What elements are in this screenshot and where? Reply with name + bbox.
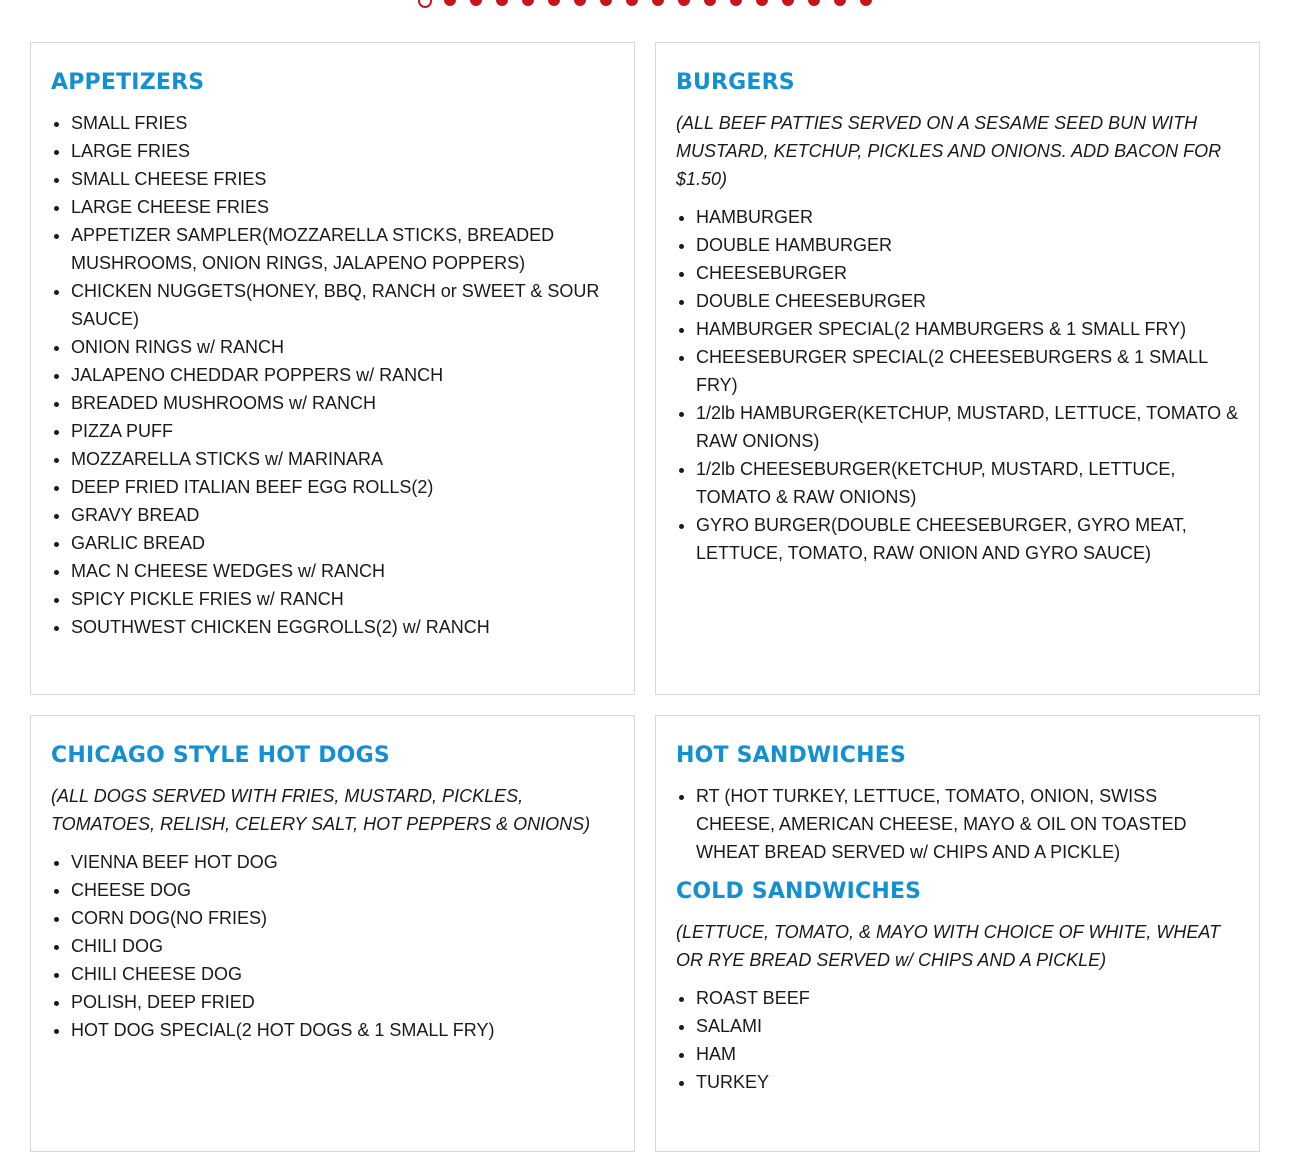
border-dot bbox=[808, 0, 820, 6]
border-dot bbox=[418, 0, 432, 8]
hot-dog-item: • CHILI DOG bbox=[71, 932, 614, 960]
decorative-dot-border bbox=[0, 0, 1290, 10]
appetizer-item: • CHICKEN NUGGETS(HONEY, BBQ, RANCH or SWEET & SOUR SAUCE) bbox=[71, 277, 614, 333]
border-dot bbox=[496, 0, 508, 6]
appetizer-item: • BREADED MUSHROOMS w/ RANCH bbox=[71, 389, 614, 417]
cold-sandwiches-note: (LETTUCE, TOMATO, & MAYO WITH CHOICE OF WHITE, WHEAT OR RYE BREAD SERVED w/ CHIPS AND A PICKLE) bbox=[676, 922, 1221, 970]
border-dot bbox=[834, 0, 846, 6]
appetizer-item: • LARGE FRIES bbox=[71, 137, 614, 165]
burger-item: • 1/2lb CHEESEBURGER(KETCHUP, MUSTARD, LETTUCE, TOMATO & RAW ONIONS) bbox=[696, 455, 1239, 511]
hot-dog-item: • HOT DOG SPECIAL(2 HOT DOGS & 1 SMALL FRY) bbox=[71, 1016, 614, 1044]
burger-item: • GYRO BURGER(DOUBLE CHEESEBURGER, GYRO MEAT, LETTUCE, TOMATO, RAW ONION AND GYRO SAUCE) bbox=[696, 511, 1239, 567]
border-dot bbox=[548, 0, 560, 6]
appetizers-list bbox=[51, 109, 614, 641]
burger-item: • HAMBURGER SPECIAL(2 HAMBURGERS & 1 SMALL FRY) bbox=[696, 315, 1239, 343]
appetizer-item: • SOUTHWEST CHICKEN EGGROLLS(2) w/ RANCH bbox=[71, 613, 614, 641]
burger-item: • HAMBURGER bbox=[696, 203, 1239, 231]
cold-sandwiches-heading: COLD SANDWICHES bbox=[676, 879, 922, 904]
cold-sandwiches-list bbox=[676, 984, 1239, 1096]
border-dot bbox=[730, 0, 742, 6]
cold-sandwich-item: • ROAST BEEF bbox=[696, 984, 1239, 1012]
burgers-card bbox=[655, 42, 1260, 695]
burgers-heading: BURGERS bbox=[676, 70, 795, 95]
appetizer-item: • SPICY PICKLE FRIES w/ RANCH bbox=[71, 585, 614, 613]
burgers-list bbox=[676, 203, 1239, 567]
hot-sandwich-item: • RT (HOT TURKEY, LETTUCE, TOMATO, ONION, SWISS CHEESE, AMERICAN CHEESE, MAYO & OIL ON TOASTED WHEAT BREAD SERVED w/ CHIPS AND A PICKLE) bbox=[696, 782, 1239, 866]
hot-dog-item: • VIENNA BEEF HOT DOG bbox=[71, 848, 614, 876]
appetizer-item: • DEEP FRIED ITALIAN BEEF EGG ROLLS(2) bbox=[71, 473, 614, 501]
appetizers-card bbox=[30, 42, 635, 695]
border-dot bbox=[860, 0, 872, 6]
appetizer-item: • MAC N CHEESE WEDGES w/ RANCH bbox=[71, 557, 614, 585]
cold-sandwich-item: • SALAMI bbox=[696, 1012, 1239, 1040]
appetizer-item: • JALAPENO CHEDDAR POPPERS w/ RANCH bbox=[71, 361, 614, 389]
border-dot bbox=[652, 0, 664, 6]
border-dot bbox=[626, 0, 638, 6]
appetizer-item: • ONION RINGS w/ RANCH bbox=[71, 333, 614, 361]
hot-dog-item: • CHILI CHEESE DOG bbox=[71, 960, 614, 988]
border-dot bbox=[600, 0, 612, 6]
appetizers-heading: APPETIZERS bbox=[51, 70, 205, 95]
burger-item: • DOUBLE CHEESEBURGER bbox=[696, 287, 1239, 315]
burger-item: • CHEESEBURGER bbox=[696, 259, 1239, 287]
hot-dogs-list bbox=[51, 848, 614, 1044]
hot-sandwiches-list bbox=[676, 782, 1239, 866]
border-dot bbox=[470, 0, 482, 6]
border-dot bbox=[444, 0, 456, 6]
appetizer-item: • APPETIZER SAMPLER(MOZZARELLA STICKS, BREADED MUSHROOMS, ONION RINGS, JALAPENO POPPERS) bbox=[71, 221, 614, 277]
sandwiches-card bbox=[655, 715, 1260, 1152]
appetizer-item: • GARLIC BREAD bbox=[71, 529, 614, 557]
burger-item: • CHEESEBURGER SPECIAL(2 CHEESEBURGERS & 1 SMALL FRY) bbox=[696, 343, 1239, 399]
appetizer-item: • LARGE CHEESE FRIES bbox=[71, 193, 614, 221]
hot-dogs-note: (ALL DOGS SERVED WITH FRIES, MUSTARD, PICKLES, TOMATOES, RELISH, CELERY SALT, HOT PEPPERS & ONIONS) bbox=[51, 786, 591, 834]
hot-dog-item: • CHEESE DOG bbox=[71, 876, 614, 904]
burger-item: • 1/2lb HAMBURGER(KETCHUP, MUSTARD, LETTUCE, TOMATO & RAW ONIONS) bbox=[696, 399, 1239, 455]
border-dot bbox=[522, 0, 534, 6]
cold-sandwich-item: • TURKEY bbox=[696, 1068, 1239, 1096]
burgers-note: (ALL BEEF PATTIES SERVED ON A SESAME SEED BUN WITH MUSTARD, KETCHUP, PICKLES AND ONIONS. ADD BACON FOR $1.50) bbox=[676, 113, 1222, 189]
cold-sandwich-item: • HAM bbox=[696, 1040, 1239, 1068]
border-dot bbox=[756, 0, 768, 6]
border-dot bbox=[574, 0, 586, 6]
burger-item: • DOUBLE HAMBURGER bbox=[696, 231, 1239, 259]
hot-dogs-card bbox=[30, 715, 635, 1152]
border-dot bbox=[782, 0, 794, 6]
hot-dog-item: • CORN DOG(NO FRIES) bbox=[71, 904, 614, 932]
hot-sandwiches-heading: HOT SANDWICHES bbox=[676, 743, 907, 768]
border-dot bbox=[704, 0, 716, 6]
appetizer-item: • SMALL CHEESE FRIES bbox=[71, 165, 614, 193]
appetizer-item: • SMALL FRIES bbox=[71, 109, 614, 137]
appetizer-item: • MOZZARELLA STICKS w/ MARINARA bbox=[71, 445, 614, 473]
hot-dogs-heading: CHICAGO STYLE HOT DOGS bbox=[51, 743, 390, 768]
hot-dog-item: • POLISH, DEEP FRIED bbox=[71, 988, 614, 1016]
appetizer-item: • PIZZA PUFF bbox=[71, 417, 614, 445]
border-dot bbox=[678, 0, 690, 6]
appetizer-item: • GRAVY BREAD bbox=[71, 501, 614, 529]
